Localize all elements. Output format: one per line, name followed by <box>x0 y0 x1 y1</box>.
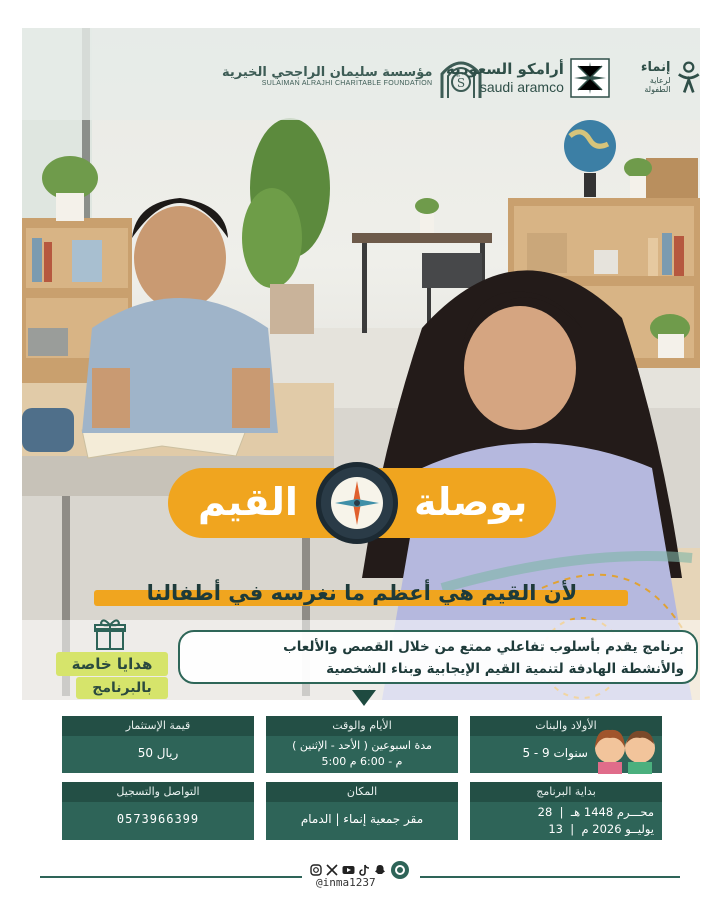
description-line1: برنامج يقدم بأسلوب تفاعلي ممتع من خلال القصص والألعاب <box>283 639 684 655</box>
inmaa-round-logo-icon <box>390 860 410 880</box>
card-days-time <box>266 716 458 773</box>
aramco-name-ar: أرامكو السعودية <box>446 60 564 79</box>
title-word-compass: بوصلة <box>414 480 528 524</box>
start-greg-row: يوليــو 2026 م | 13 <box>548 822 654 836</box>
gift-label-line2: بالبرنامج <box>76 677 168 699</box>
snapchat-icon[interactable] <box>374 864 386 876</box>
description-line2: والأنشطة الهادفة لتنمية القيم الإيجابية وبناء الشخصية <box>326 661 684 677</box>
card-location <box>266 782 458 840</box>
aramco-star-icon <box>570 58 610 98</box>
start-hijri-row: محـــرم 1448 هـ | 28 <box>537 805 654 819</box>
instagram-icon[interactable] <box>310 864 322 876</box>
inmaa-logo <box>626 60 700 96</box>
x-icon[interactable] <box>326 864 338 876</box>
program-title <box>168 462 556 544</box>
card-program-start <box>470 782 662 840</box>
start-greg-day: 13 <box>548 822 563 836</box>
inmaa-figure-icon <box>677 60 701 96</box>
down-arrow-icon <box>352 690 376 706</box>
svg-text:S: S <box>457 76 466 90</box>
aramco-logo <box>446 58 610 98</box>
footer-line-right <box>420 876 680 878</box>
kids-faces-icon <box>590 718 662 774</box>
card-investment <box>62 716 254 773</box>
card-location-value: مقر جمعية إنماء | الدمام <box>300 812 424 826</box>
youtube-icon[interactable] <box>342 864 355 876</box>
start-hijri-day: 28 <box>537 805 553 819</box>
card-start-label: بداية البرنامج <box>470 782 662 802</box>
card-contact[interactable] <box>62 782 254 840</box>
social-handle[interactable]: @inma1237 <box>316 876 376 889</box>
slogan: لأن القيم هي أعظم ما نغرسه في أطفالنا <box>146 581 578 605</box>
inmaa-name-ar: إنماء <box>640 60 671 76</box>
rajhi-name-ar: مؤسسة سليمان الراجحي الخيرية <box>222 64 433 80</box>
card-location-label: المكان <box>266 782 458 802</box>
rajhi-name-en: SULAIMAN ALRAJHI CHARITABLE FOUNDATION <box>261 80 433 88</box>
start-hijri-month: محـــرم 1448 هـ <box>570 805 654 819</box>
gift-icon <box>93 617 127 651</box>
gift-label-line1: هدايا خاصة <box>56 652 168 676</box>
schedule-days: مدة اسبوعين ( الأحد - الإثنين ) <box>292 739 432 752</box>
inmaa-tagline: لرعاية الطفولة <box>644 76 671 95</box>
card-investment-label: قيمة الإستثمار <box>62 716 254 736</box>
contact-phone[interactable]: 0573966399 <box>116 812 200 826</box>
compass-icon <box>316 462 398 544</box>
card-contact-label: التواصل والتسجيل <box>62 782 254 802</box>
tiktok-icon[interactable] <box>359 864 370 876</box>
card-age-label: الأولاد والبنات <box>470 716 662 736</box>
title-word-values: القيم <box>198 480 298 524</box>
footer-line-left <box>40 876 302 878</box>
program-description <box>178 630 698 684</box>
card-age-value: 5 - 9 سنوات <box>522 746 588 760</box>
start-greg-month: يوليــو 2026 م <box>581 822 654 836</box>
card-investment-value: 50 ريال <box>137 746 179 760</box>
aramco-name-en: saudi aramco <box>479 78 564 95</box>
card-days-time-label: الأيام والوقت <box>266 716 458 736</box>
schedule-time: 5:00 م - 6:00 م <box>321 755 403 768</box>
